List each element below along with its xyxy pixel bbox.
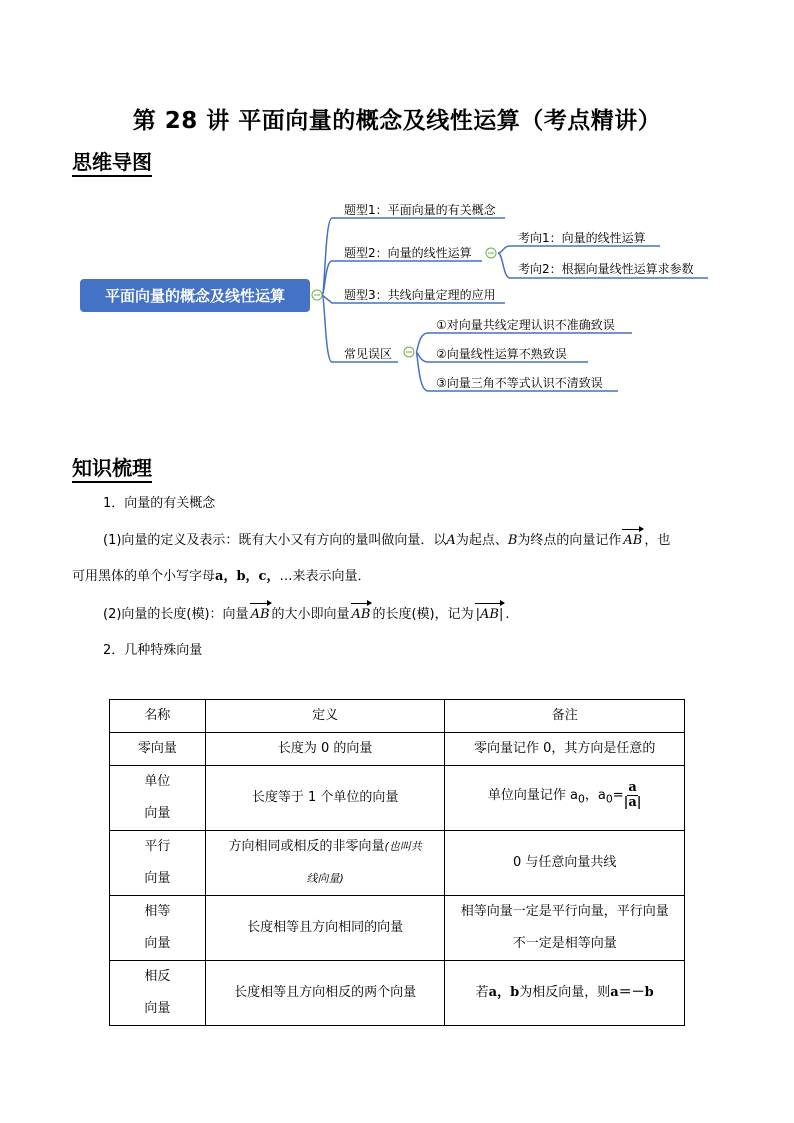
cell-name-line1: 单位 bbox=[144, 774, 171, 789]
opposite-note-eq: a＝－b bbox=[610, 985, 654, 1000]
p3-text-c: 的长度(模)，记为 bbox=[372, 607, 474, 622]
cell-name bbox=[110, 896, 206, 961]
cell-note bbox=[445, 896, 685, 961]
cell-name-line2: 向量 bbox=[144, 806, 171, 821]
vector-ab-3: AB bbox=[350, 605, 373, 625]
collapse-icon-root bbox=[312, 290, 322, 300]
p1-text-a: (1)向量的定义及表示：既有大小又有方向的量叫做向量．以 bbox=[103, 533, 447, 548]
table-row bbox=[110, 766, 685, 831]
cell-name-line1: 平行 bbox=[144, 839, 171, 854]
cell-note: 0 与任意向量共线 bbox=[445, 831, 685, 896]
unit-note-sub2: 0 bbox=[605, 792, 613, 806]
header-name: 名称 bbox=[110, 700, 206, 733]
p1-text-d: ，也 bbox=[644, 533, 671, 548]
unit-note-eq: = bbox=[612, 788, 624, 804]
fraction-numerator: a bbox=[628, 780, 637, 796]
mindmap-root-node: 平面向量的概念及线性运算 bbox=[80, 279, 310, 312]
mindmap-type2-sub1: 考向1：向量的线性运算 bbox=[518, 231, 646, 245]
p1-point-b: B bbox=[507, 533, 518, 548]
cell-name-line2: 向量 bbox=[144, 936, 171, 951]
cell-name-line2: 向量 bbox=[144, 1001, 171, 1016]
p1-text-c: 为终点的向量记作 bbox=[517, 533, 622, 548]
cell-name bbox=[110, 831, 206, 896]
cell-name: 零向量 bbox=[110, 733, 206, 766]
mindmap-mistake-1: ①对向量共线定理认识不准确致误 bbox=[436, 318, 615, 332]
unit-note-text-b: ，a bbox=[584, 788, 606, 804]
cell-definition: 长度相等且方向相同的向量 bbox=[205, 896, 445, 961]
header-note: 备注 bbox=[445, 700, 685, 733]
parallel-def-small-1: (也叫共 bbox=[384, 840, 422, 853]
p3-text-a: (2)向量的长度(模)：向量 bbox=[103, 607, 249, 622]
cell-name-line2: 向量 bbox=[144, 871, 171, 886]
table-header-row bbox=[110, 700, 685, 733]
mindmap-heading: 思维导图 bbox=[72, 150, 152, 177]
knowledge-heading: 知识梳理 bbox=[72, 456, 152, 483]
unit-vector-fraction bbox=[624, 781, 642, 810]
mindmap-mistake-3: ③向量三角不等式认识不清致误 bbox=[436, 376, 603, 390]
cell-definition: 长度为 0 的向量 bbox=[205, 733, 445, 766]
parallel-def-small-2: 线向量) bbox=[306, 872, 344, 885]
opposite-note-b: 为相反向量，则 bbox=[519, 985, 611, 1000]
unit-note-text: 单位向量记作 a bbox=[487, 788, 578, 804]
collapse-icon-type2 bbox=[486, 248, 496, 258]
equal-note-line2: 不一定是相等向量 bbox=[512, 936, 617, 951]
cell-name-line1: 相等 bbox=[144, 904, 171, 919]
p2-text-b: …来表示向量． bbox=[279, 569, 371, 584]
mindmap-mistake-2: ②向量线性运算不熟致误 bbox=[436, 347, 567, 361]
opposite-note-ab: a，b bbox=[488, 985, 520, 1000]
special-vectors-table bbox=[109, 699, 685, 1026]
mindmap-branch-type1: 题型1：平面向量的有关概念 bbox=[344, 203, 496, 217]
parallel-def-text: 方向相同或相反的非零向量 bbox=[228, 839, 385, 854]
vector-ab-2: AB bbox=[249, 605, 272, 625]
cell-name bbox=[110, 961, 206, 1026]
p1-text-b: 为起点、 bbox=[455, 533, 508, 548]
fraction-denominator: |a| bbox=[623, 795, 642, 811]
cell-name-line1: 相反 bbox=[144, 969, 171, 984]
cell-definition: 长度相等且方向相反的两个向量 bbox=[205, 961, 445, 1026]
sec1-paragraph-1 bbox=[103, 531, 670, 551]
mindmap-branch-type2: 题型2：向量的线性运算 bbox=[344, 246, 472, 260]
sec2-title: 2．几种特殊向量 bbox=[103, 643, 203, 658]
cell-note bbox=[445, 766, 685, 831]
p3-text-d: . bbox=[505, 607, 510, 622]
equal-note-line1: 相等向量一定是平行向量，平行向量 bbox=[460, 904, 669, 919]
mindmap-branch-mistakes: 常见误区 bbox=[344, 347, 393, 361]
cell-note: 零向量记作 0，其方向是任意的 bbox=[445, 733, 685, 766]
sec1-paragraph-2 bbox=[103, 605, 509, 625]
table-row bbox=[110, 896, 685, 961]
cell-name bbox=[110, 766, 206, 831]
sec1-title: 1．向量的有关概念 bbox=[103, 496, 216, 511]
cell-definition: 长度等于 1 个单位的向量 bbox=[205, 766, 445, 831]
unit-note-sub: 0 bbox=[577, 792, 585, 806]
connector-type2-sub1 bbox=[498, 246, 660, 253]
p3-text-b: 的大小即向量 bbox=[271, 607, 350, 622]
p2-letters: a，b，c， bbox=[215, 569, 280, 584]
p2-text-a: 可用黑体的单个小写字母 bbox=[72, 569, 216, 584]
cell-definition bbox=[205, 831, 445, 896]
table-row bbox=[110, 831, 685, 896]
p1-point-a: A bbox=[446, 533, 456, 548]
cell-note bbox=[445, 961, 685, 1026]
header-definition: 定义 bbox=[205, 700, 445, 733]
table-row bbox=[110, 961, 685, 1026]
opposite-note-a: 若 bbox=[475, 985, 489, 1000]
sec1-paragraph-1-cont bbox=[72, 567, 370, 587]
page-title: 第 28 讲 平面向量的概念及线性运算（考点精讲） bbox=[132, 108, 662, 134]
mindmap-type2-sub2: 考向2：根据向量线性运算求参数 bbox=[518, 262, 694, 276]
vector-ab: AB bbox=[621, 531, 644, 551]
vector-ab-modulus: |AB| bbox=[474, 605, 506, 625]
table-row bbox=[110, 733, 685, 766]
mindmap-branch-type3: 题型3：共线向量定理的应用 bbox=[344, 288, 496, 302]
collapse-icon-mistakes bbox=[404, 347, 414, 357]
